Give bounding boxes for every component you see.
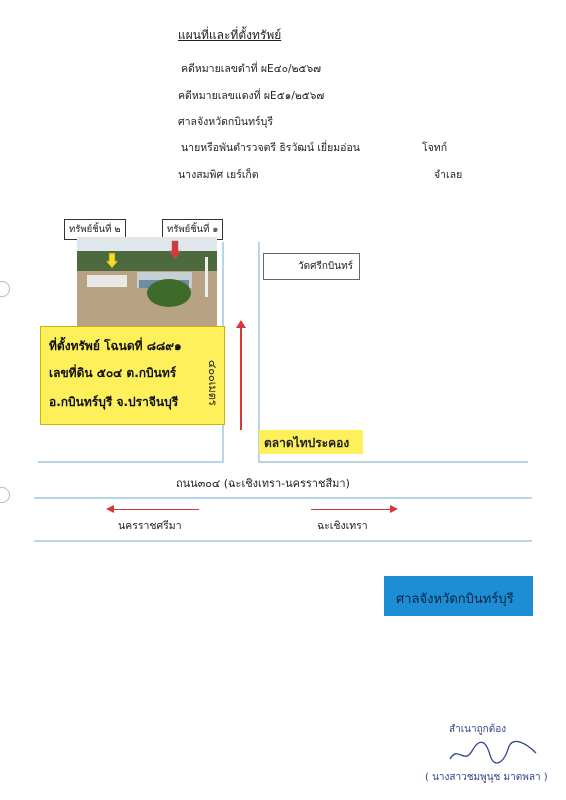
property-line-2: เลขที่ดิน ๕๐๔ ต.กบินทร์ [49,366,177,380]
red-case-number: คดีหมายเลขแดงที่ ผE๕๑/๒๕๖๗ [178,90,325,102]
certify-text: สำเนาถูกต้อง [449,724,507,735]
punch-hole [0,281,10,297]
page-title: แผนที่และที่ตั้งทรัพย์ [178,28,282,42]
direction-left-label: นครราชศรีมา [118,520,182,532]
defendant-role: จำเลย [434,169,463,181]
property-photo [77,237,217,327]
direction-left-line [113,509,199,510]
road-edge [34,540,532,542]
temple-label: วัดศรีกบินทร์ [298,261,354,272]
callout-property-2: ทรัพย์ชิ้นที่ ๒ [64,219,126,240]
direction-right-label: ฉะเชิงเทรา [317,520,368,532]
road-edge [258,461,528,463]
signature [446,735,541,767]
property-location-box [40,326,225,425]
court-label: ศาลจังหวัดกบินทร์บุรี [396,592,514,607]
plaintiff-name: นายหรือพันตำรวจตรี ธิรวัฒน์ เยี่ยมอ่อน [181,142,360,154]
arrow-up-icon [236,320,246,328]
road-edge [38,461,224,463]
road-edge [34,497,532,499]
punch-hole [0,487,10,503]
property-line-1: ที่ตั้งทรัพย์ โฉนดที่ ๘๘๙๑ [49,339,182,353]
arrow-left-icon [106,505,114,513]
arrow-right-icon [390,505,398,513]
plaintiff-role: โจทก์ [422,142,448,154]
property-line-3: อ.กบินทร์บุรี จ.ปราจีนบุรี [49,395,179,409]
direction-right-line [311,509,391,510]
market-label-box [259,430,363,454]
distance-arrow [240,325,242,430]
market-label: ตลาดไทประคอง [264,436,350,450]
defendant-name: นางสมพิศ เยร์เก็ต [178,169,259,181]
distance-label: ๔๐๐เมตร [206,360,219,406]
court-name: ศาลจังหวัดกบินทร์บุรี [178,116,273,128]
road-name: ถนน๓๐๔ (ฉะเชิงเทรา-นครราชสีมา) [176,477,350,490]
court-label-box [384,576,533,616]
callout-property-1: ทรัพย์ชิ้นที่ ๑ [162,219,223,240]
temple-label-box [263,253,360,280]
black-case-number: คดีหมายเลขดำที่ ผE๔๐/๒๕๖๗ [181,63,322,75]
certifier-name: ( นางสาวชมพูนุช มาตพลา ) [425,772,548,783]
road-line-right [258,242,260,462]
